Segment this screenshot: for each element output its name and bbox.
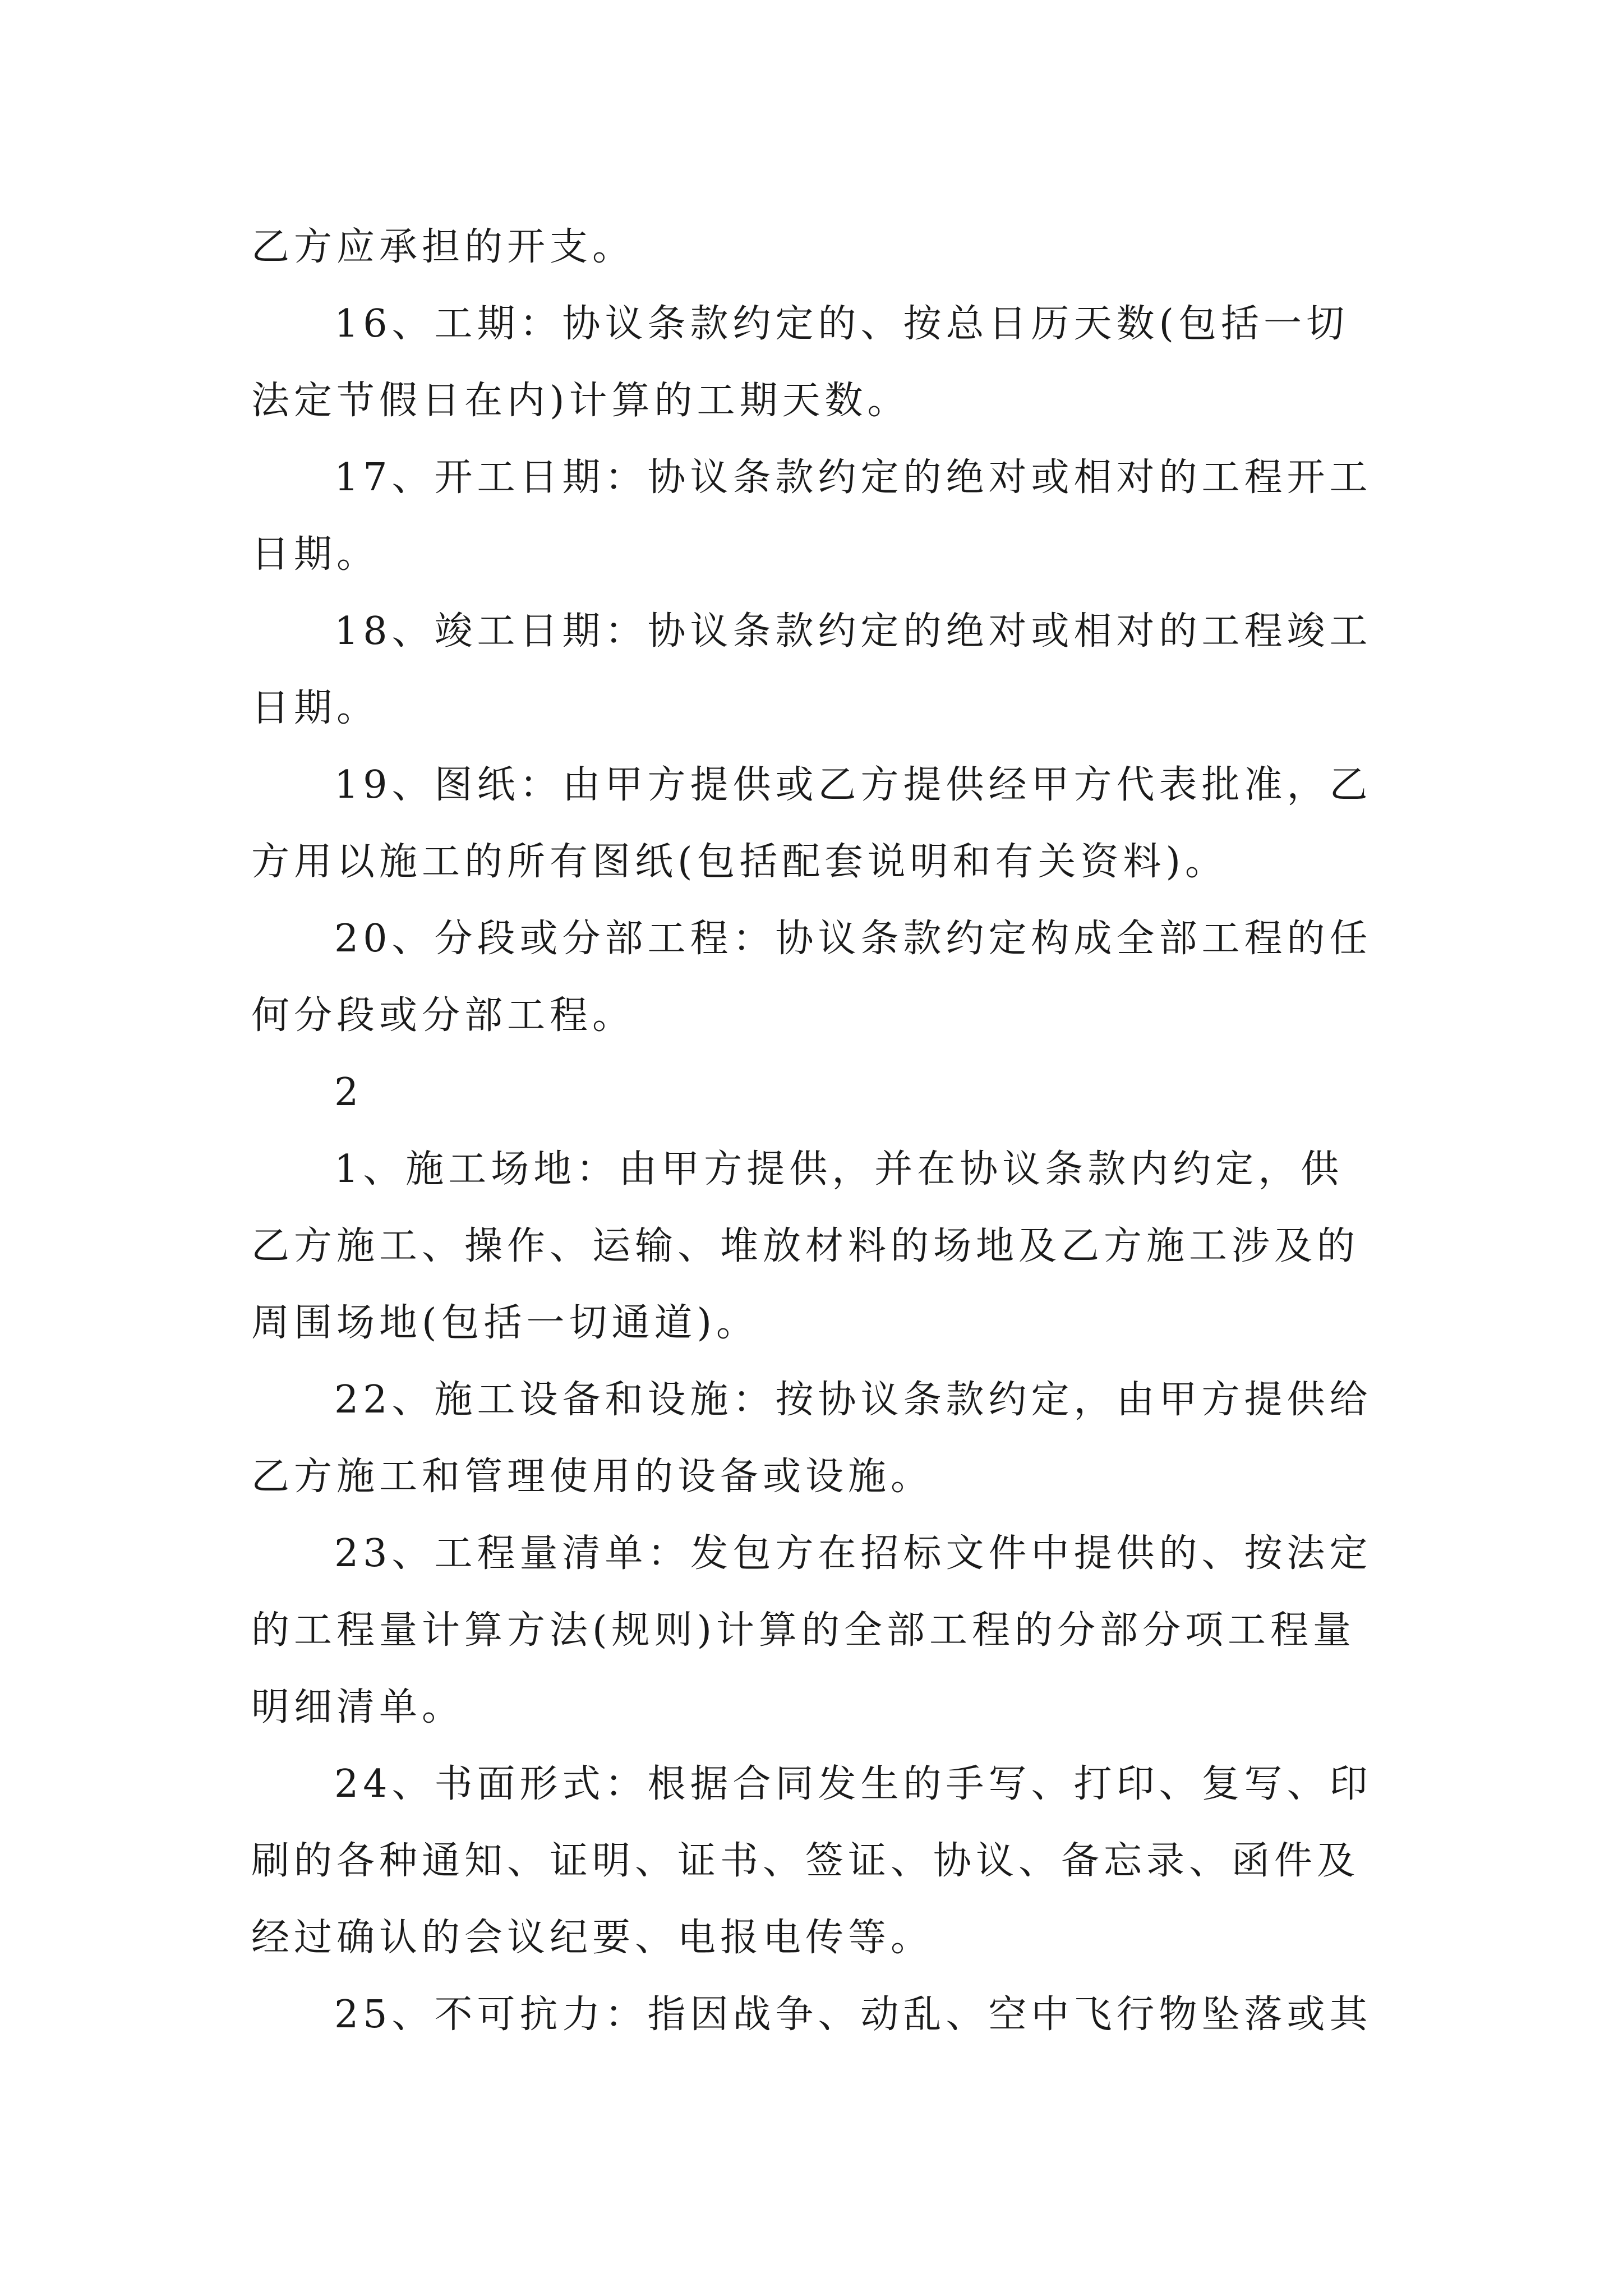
text-line-item-17: 17、开工日期：协议条款约定的绝对或相对的工程开工 bbox=[334, 455, 1372, 500]
text-line-item-21: 1、施工场地：由甲方提供，并在协议条款内约定，供 bbox=[334, 1147, 1344, 1191]
text-line: 周围场地(包括一切通道)。 bbox=[251, 1301, 759, 1345]
text-line-item-18: 18、竣工日期：协议条款约定的绝对或相对的工程竣工 bbox=[334, 609, 1372, 654]
text-line-item-25: 25、不可抗力：指因战争、动乱、空中飞行物坠落或其 bbox=[334, 1993, 1372, 2037]
text-line: 刷的各种通知、证明、证书、签证、协议、备忘录、函件及 bbox=[251, 1839, 1360, 1883]
text-line: 经过确认的会议纪要、电报电传等。 bbox=[251, 1916, 934, 1960]
text-line: 方用以施工的所有图纸(包括配套说明和有关资料)。 bbox=[251, 840, 1228, 884]
text-line: 明细清单。 bbox=[251, 1685, 465, 1729]
document-body bbox=[251, 209, 1378, 2053]
text-line: 何分段或分部工程。 bbox=[251, 993, 635, 1038]
text-line: 乙方施工、操作、运输、堆放材料的场地及乙方施工涉及的 bbox=[251, 1224, 1360, 1268]
text-line-item-20: 20、分段或分部工程：协议条款约定构成全部工程的任 bbox=[334, 917, 1372, 961]
text-line-item-23: 23、工程量清单：发包方在招标文件中提供的、按法定 bbox=[334, 1531, 1372, 1576]
text-line: 日期。 bbox=[251, 532, 380, 577]
text-line: 乙方施工和管理使用的设备或设施。 bbox=[251, 1455, 934, 1499]
text-line: 的工程量计算方法(规则)计算的全部工程的分部分项工程量 bbox=[251, 1608, 1356, 1653]
text-line-item-16: 16、工期：协议条款约定的、按总日历天数(包括一切 bbox=[334, 302, 1349, 346]
text-line-fragment: 2 bbox=[334, 1070, 363, 1115]
text-line: 乙方应承担的开支。 bbox=[251, 225, 635, 269]
text-line: 法定节假日在内)计算的工期天数。 bbox=[251, 379, 910, 423]
text-line-item-22: 22、施工设备和设施：按协议条款约定，由甲方提供给 bbox=[334, 1378, 1372, 1422]
text-line: 日期。 bbox=[251, 686, 380, 730]
text-line-item-24: 24、书面形式：根据合同发生的手写、打印、复写、印 bbox=[334, 1762, 1372, 1806]
text-line-item-19: 19、图纸：由甲方提供或乙方提供经甲方代表批准，乙 bbox=[334, 763, 1372, 807]
